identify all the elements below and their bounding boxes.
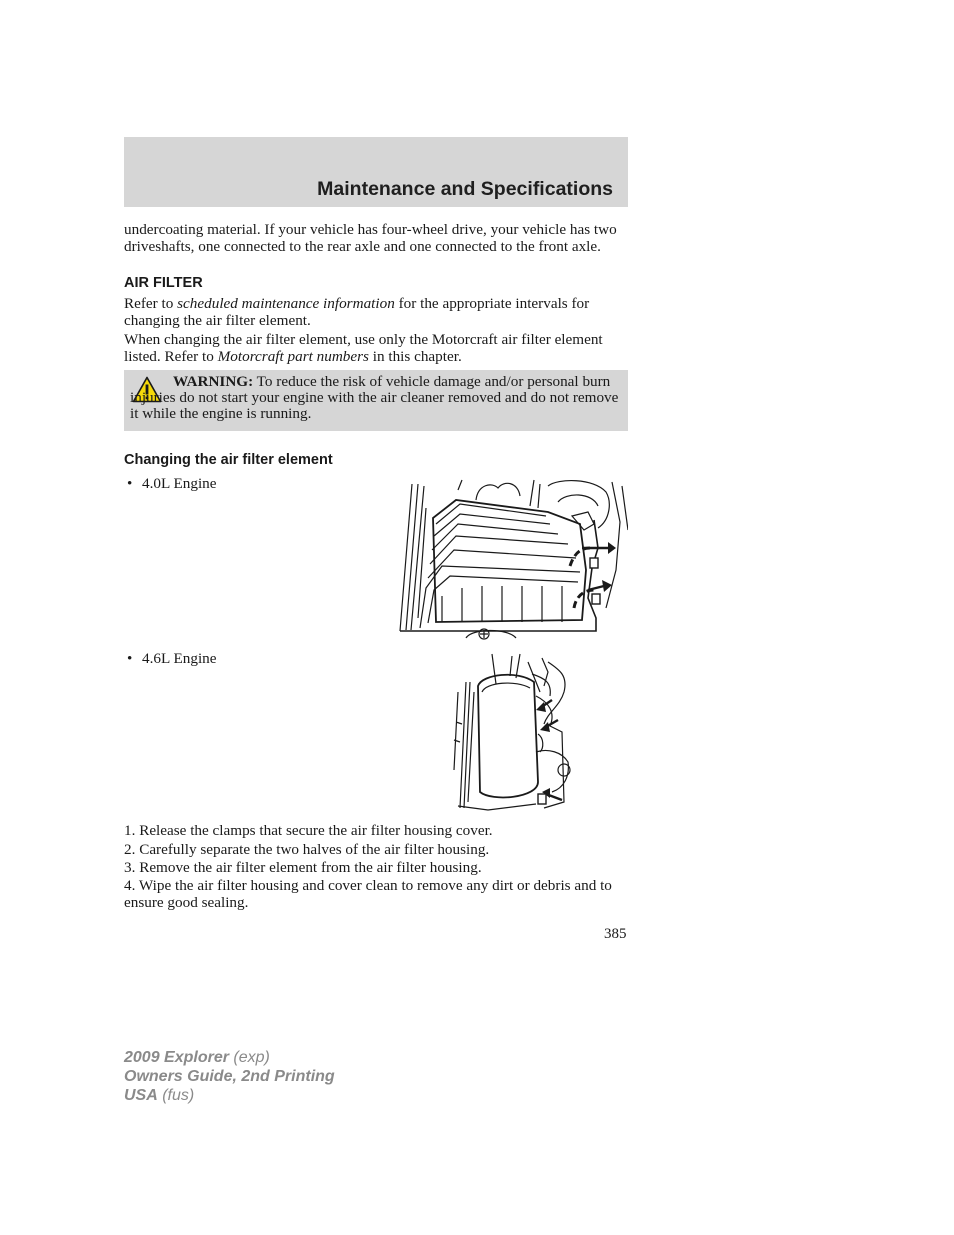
text: Refer to: [124, 295, 178, 312]
footer-line-2: [124, 1067, 335, 1086]
footer-line-3: [124, 1086, 335, 1105]
step-item: 4. Wipe the air filter housing and cover clean to remove any dirt or debris and to ensure good sealing.: [124, 877, 612, 911]
document-footer: [124, 1048, 335, 1105]
warning-label: WARNING:: [173, 373, 254, 390]
bullet-item: [127, 475, 217, 493]
bullet-item: [127, 650, 217, 668]
emphasis: scheduled maintenance information: [177, 295, 395, 312]
footer-market-code: (fus): [157, 1087, 195, 1104]
bullet-symbol: •: [127, 650, 133, 667]
warning-text: [130, 374, 620, 422]
footer-model: 2009 Explorer: [124, 1049, 229, 1066]
air-filter-paragraph-2: [124, 331, 628, 365]
text: for the appropriate intervals for changing the air filter element.: [124, 295, 590, 329]
footer-line-1: [124, 1048, 335, 1067]
intro-paragraph: undercoating material. If your vehicle has four-wheel drive, your vehicle has two driveshafts, one connected to the rear axle and one connected to the front axle.: [124, 221, 617, 255]
text: When changing the air filter element, use only the Motorcraft air filter element listed. Refer to: [124, 331, 603, 365]
warning-body: To reduce the risk of vehicle damage and/or personal burn injuries do not start your engine with the air cleaner removed and do not remove it while the engine is running.: [130, 373, 619, 422]
bullet-label: 4.6L Engine: [142, 650, 217, 667]
bullet-symbol: •: [127, 475, 133, 492]
footer-market: USA: [124, 1087, 158, 1104]
section-header-band: [124, 137, 628, 207]
engine-4-0l-air-filter-illustration: [398, 478, 628, 640]
changing-heading: Changing the air filter element: [124, 452, 333, 468]
air-filter-heading: AIR FILTER: [124, 275, 203, 291]
step-item: 1. Release the clamps that secure the air filter housing cover.: [124, 822, 493, 839]
air-filter-paragraph-1: [124, 295, 628, 329]
section-title: Maintenance and Specifications: [317, 178, 613, 200]
footer-edition: Owners Guide, 2nd Printing: [124, 1068, 335, 1085]
bullet-label: 4.0L Engine: [142, 475, 217, 492]
step-item: 2. Carefully separate the two halves of the air filter housing.: [124, 841, 490, 858]
engine-4-6l-air-filter-illustration: [452, 652, 574, 812]
footer-model-code: (exp): [228, 1049, 270, 1066]
step-item: 3. Remove the air filter element from the air filter housing.: [124, 859, 482, 876]
warning-box: [124, 370, 628, 431]
text: in this chapter.: [368, 348, 462, 365]
page-number: 385: [604, 926, 627, 942]
emphasis: Motorcraft part numbers: [217, 348, 369, 365]
